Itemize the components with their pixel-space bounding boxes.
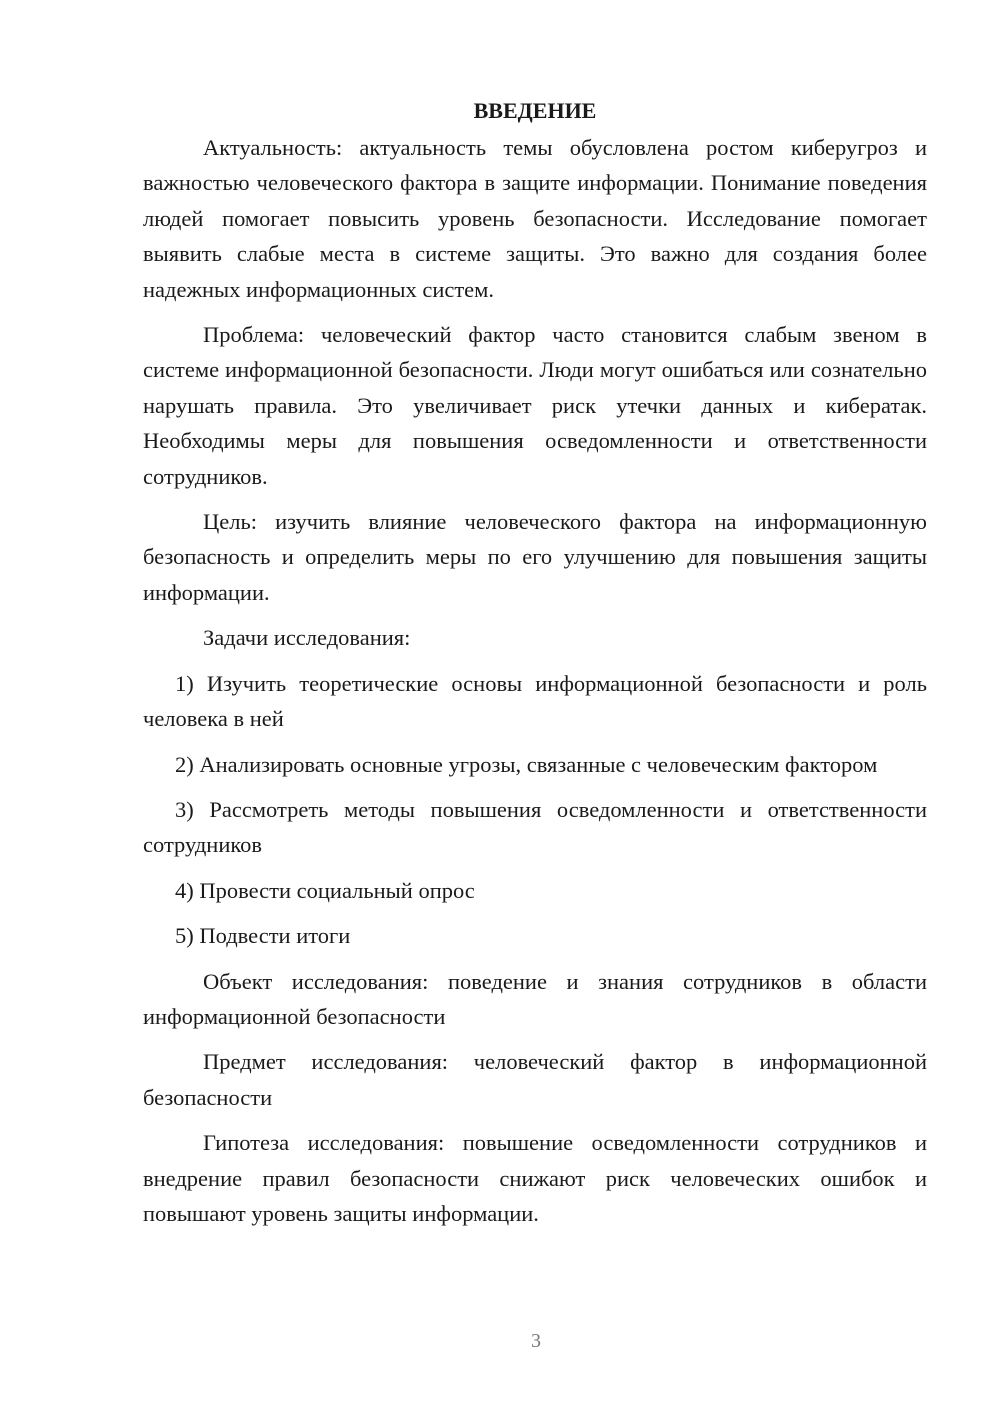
task-item-4: 4) Провести социальный опрос [175, 877, 475, 903]
paragraph-subject: Предмет исследования: человеческий фактор в информационной безопасности [143, 1049, 927, 1110]
tasks-heading: Задачи исследования: [203, 625, 411, 651]
task-item-1: 1) Изучить теоретические основы информационной безопасности и роль человека в ней [143, 670, 927, 732]
task-item-5: 5) Подвести итоги [175, 923, 351, 949]
document-page [143, 93, 927, 1241]
paragraph-problem: Проблема: человеческий фактор часто становится слабым звеном в системе информационной безопасности. Люди могут ошибаться или сознательно нарушать правила. Это увеличивает риск утечки данных и кибератак. Необходимы меры для повышения осведомленности и ответственности сотрудников. [143, 322, 927, 489]
task-item-2: 2) Анализировать основные угрозы, связанные с человеческим фактором [175, 751, 878, 777]
paragraph-object: Объект исследования: поведение и знания сотрудников в области информационной безопасности [143, 968, 927, 1029]
paragraph-hypothesis: Гипотеза исследования: повышение осведомленности сотрудников и внедрение правил безопасности снижают риск человеческих ошибок и повышают уровень защиты информации. [143, 1130, 927, 1226]
page-number: 3 [531, 1330, 541, 1352]
section-title: ВВЕДЕНИЕ [473, 98, 597, 123]
paragraph-goal: Цель: изучить влияние человеческого фактора на информационную безопасность и определить меры по его улучшению для повышения защиты информации. [143, 509, 927, 605]
paragraph-relevance: Актуальность: актуальность темы обусловлена ростом киберугроз и важностью человеческого фактора в защите информации. Понимание поведения людей помогает повысить уровень безопасности. Исследование помогает выявить слабые места в системе защиты. Это важно для создания более надежных информационных систем. [143, 135, 927, 302]
task-item-3: 3) Рассмотреть методы повышения осведомленности и ответственности сотрудников [143, 796, 927, 858]
